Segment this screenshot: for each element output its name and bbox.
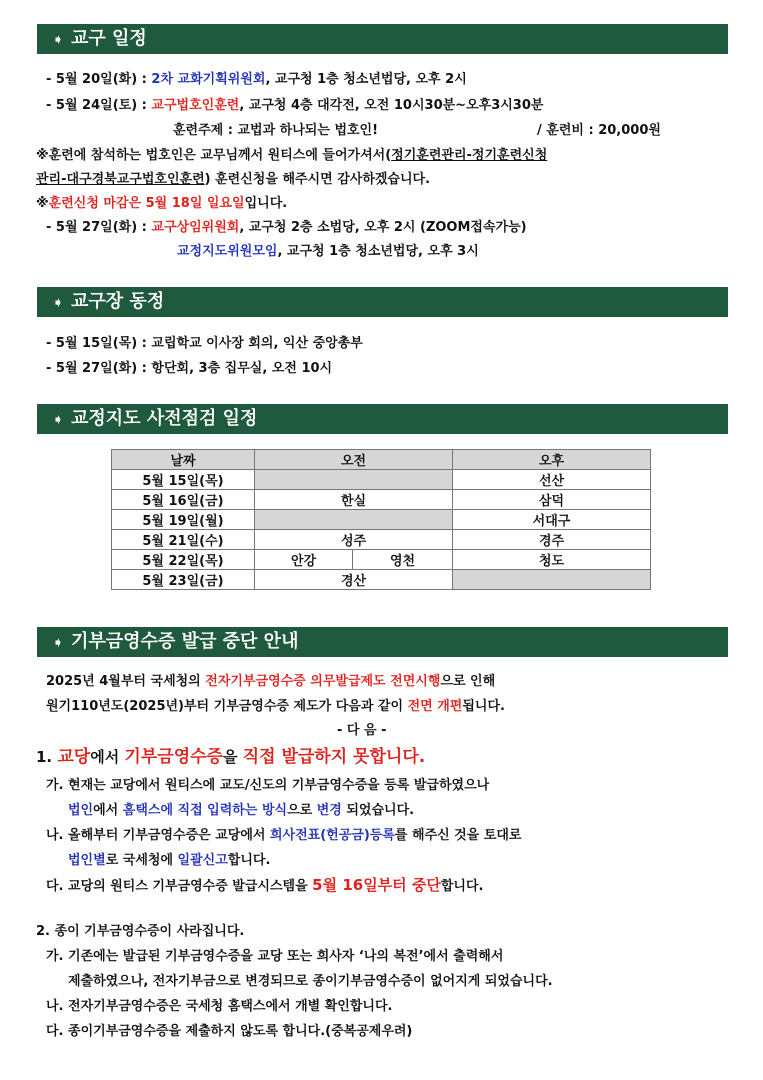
intro-paragraph: 원기110년도(2025년)부터 기부금영수증 제도가 다음과 같이 전면 개편됩니다.	[46, 699, 505, 714]
item-1-da: 다. 교당의 원티스 기부금영수증 발급시스템을 5월 16일부터 중단합니다.	[46, 876, 484, 894]
header-am: 오전	[255, 450, 453, 470]
intro-paragraph: 2025년 4월부터 국세청의 전자기부금영수증 의무발급제도 전면시행으로 인해	[46, 674, 496, 689]
item-2-ga: 가. 기존에는 발급된 기부금영수증을 교당 또는 희사자 ‘나의 복전’에서 출력해서	[46, 949, 504, 964]
arrow-bullet-icon: ➧	[52, 635, 64, 651]
schedule-line: 교정지도위원모임, 교구청 1층 청소년법당, 오후 3시	[177, 244, 479, 259]
schedule-line: - 5월 24일(토) : 교구법호인훈련, 교구청 4층 대각전, 오전 10시30분~오후3시30분	[46, 98, 544, 113]
header-date: 날짜	[112, 450, 255, 470]
item-1-ga: 가. 현재는 교당에서 원티스에 교도/신도의 기부금영수증을 등록 발급하였으나	[46, 778, 490, 793]
table-row: 5월 22일(목) 안강 영천 청도	[112, 550, 651, 570]
arrow-bullet-icon: ➧	[52, 295, 64, 311]
item-1-na: 법인별로 국세청에 일괄신고합니다.	[68, 853, 271, 868]
notice-line: 관리-대구경북교구법호인훈련) 훈련신청을 해주시면 감사하겠습니다.	[36, 172, 431, 187]
table-row: 5월 16일(금) 한실 삼덕	[112, 490, 651, 510]
arrow-bullet-icon: ➧	[52, 412, 64, 428]
item-2-ga: 제출하였으나, 전자기부금으로 변경되므로 종이기부금영수증이 없어지게 되었습니다.	[68, 974, 553, 989]
deadline-line: ※훈련신청 마감은 5월 18일 일요일입니다.	[36, 196, 288, 211]
bishop-line: - 5월 27일(화) : 항단회, 3층 집무실, 오전 10시	[46, 361, 333, 376]
da-eum-heading: - 다 음 -	[337, 723, 387, 738]
schedule-line: - 5월 20일(화) : 2차 교화기획위원회, 교구청 1층 청소년법당, 오후 2시	[46, 72, 467, 87]
inspection-table	[111, 449, 651, 590]
section-header-schedule: ➧ 교구 일정	[37, 24, 728, 54]
bishop-line: - 5월 15일(목) : 교립학교 이사장 회의, 익산 중앙총부	[46, 336, 363, 351]
item-1-ga: 법인에서 홈택스에 직접 입력하는 방식으로 변경 되었습니다.	[68, 803, 415, 818]
notice-line: ※훈련에 참석하는 법호인은 교무님께서 원티스에 들어가셔서(정기훈련관리-정기훈련신청	[36, 148, 548, 163]
item-2-heading: 2. 종이 기부금영수증이 사라집니다.	[36, 924, 245, 939]
table-header-row	[112, 450, 651, 470]
training-fee: / 훈련비 : 20,000원	[537, 123, 661, 138]
item-1-heading: 1. 교당에서 기부금영수증을 직접 발급하지 못합니다.	[36, 747, 426, 767]
section-header-bishop: ➧ 교구장 동정	[37, 287, 728, 317]
item-2-na: 나. 전자기부금영수증은 국세청 홈택스에서 개별 확인합니다.	[46, 999, 393, 1014]
section-header-inspection: ➧ 교정지도 사전점검 일정	[37, 404, 728, 434]
arrow-bullet-icon: ➧	[52, 32, 64, 48]
section-header-receipt: ➧ 기부금영수증 발급 중단 안내	[37, 627, 728, 657]
table-row: 5월 19일(월) 서대구	[112, 510, 651, 530]
table-row: 5월 23일(금) 경산	[112, 570, 651, 590]
header-pm: 오후	[453, 450, 651, 470]
item-1-na: 나. 올해부터 기부금영수증은 교당에서 희사전표(헌공금)등록를 해주신 것을 토대로	[46, 828, 522, 843]
table-row: 5월 15일(목) 선산	[112, 470, 651, 490]
training-topic: 훈련주제 : 교법과 하나되는 법호인!	[173, 123, 379, 138]
item-2-da: 다. 종이기부금영수증을 제출하지 않도록 합니다.(중복공제우려)	[46, 1024, 413, 1039]
table-row: 5월 21일(수) 성주 경주	[112, 530, 651, 550]
schedule-line: - 5월 27일(화) : 교구상임위원회, 교구청 2층 소법당, 오후 2시 (ZOOM접속가능)	[46, 220, 527, 235]
